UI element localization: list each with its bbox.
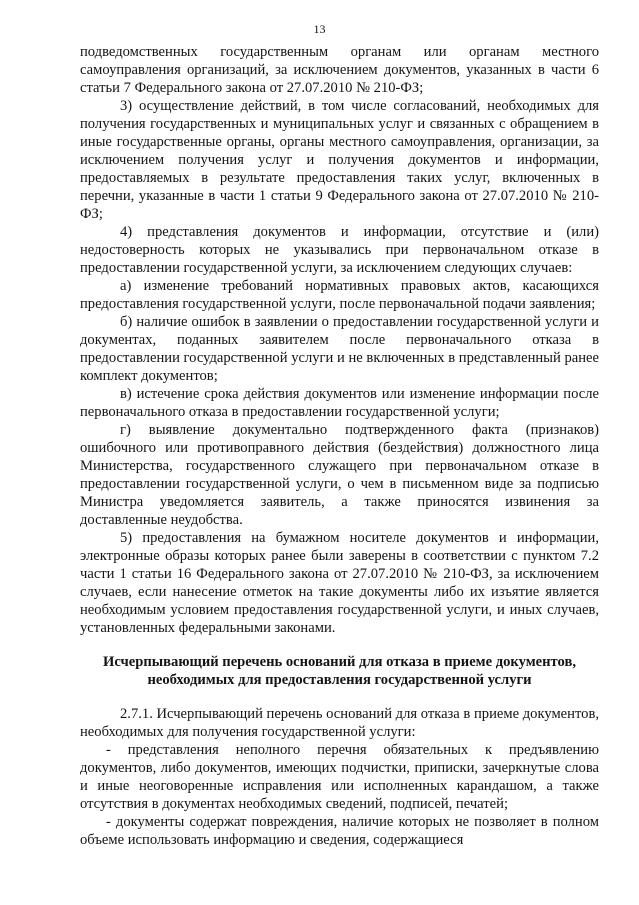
document-body xyxy=(80,43,599,849)
paragraph-dash-1: - представления неполного перечня обязательных к предъявлению документов, либо документов, имеющих подчистки, приписки, зачеркнутые слова и иные неоговоренные исправления или исполненных карандашом, а также отсутствия в документах необходимых сведений, подписей, печатей; xyxy=(80,742,599,812)
paragraph-subitem-g: г) выявление документально подтвержденного факта (признаков) ошибочного или противоправного действия (бездействия) должностного лица Министерства, государственного служащего при первоначальном отказе в предоставлении государственной услуги, о чем в письменном виде за подписью Министра уведомляется заявитель, а также приносятся извинения за доставленные неудобства. xyxy=(80,422,599,528)
paragraph-subitem-v: в) истечение срока действия документов или изменение информации после первоначального отказа в предоставлении государственной услуги; xyxy=(80,386,599,420)
paragraph-continuation: подведомственных государственным органам или органам местного самоуправления организаций, за исключением документов, указанных в части 6 статьи 7 Федерального закона от 27.07.2010 № 210-ФЗ; xyxy=(80,44,599,96)
paragraph-item-4: 4) представления документов и информации, отсутствие и (или) недостоверность которых не указывались при первоначальном отказе в предоставлении государственной услуги, за исключением следующих случаев: xyxy=(80,224,599,276)
paragraph-item-3: 3) осуществление действий, в том числе согласований, необходимых для получения государственных и муниципальных услуг и связанных с обращением в иные государственные органы, органы местного самоуправления, организации, за исключением получения услуг и получения документов и информации, предоставляемых в результате предоставления таких услуг, включенных в перечни, указанные в части 1 статьи 9 Федерального закона от 27.07.2010 № 210-ФЗ; xyxy=(80,98,599,222)
paragraph-subitem-b: б) наличие ошибок в заявлении о предоставлении государственной услуги и документах, поданных заявителем после первоначального отказа в предоставлении государственной услуги и не включенных в представленный ранее комплект документов; xyxy=(80,314,599,384)
paragraph-item-5: 5) предоставления на бумажном носителе документов и информации, электронные образы которых ранее были заверены в соответствии с пунктом 7.2 части 1 статьи 16 Федерального закона от 27.07.2010 № 210-ФЗ, за исключением случаев, если нанесение отметок на такие документы либо их изъятие является необходимым условием предоставления государственной услуги, и иных случаев, установленных федеральными законами. xyxy=(80,530,599,636)
section-heading: Исчерпывающий перечень оснований для отказа в приеме документов, необходимых для предоставления государственной услуги xyxy=(103,654,576,688)
paragraph-2-7-1: 2.7.1. Исчерпывающий перечень оснований для отказа в приеме документов, необходимых для получения государственной услуги: xyxy=(80,706,599,740)
paragraph-dash-2: - документы содержат повреждения, наличие которых не позволяет в полном объеме использовать информацию и сведения, содержащиеся xyxy=(80,814,599,848)
paragraph-subitem-a: а) изменение требований нормативных правовых актов, касающихся предоставления государственной услуги, после первоначальной подачи заявления; xyxy=(80,278,599,312)
page-number: 13 xyxy=(313,22,326,36)
